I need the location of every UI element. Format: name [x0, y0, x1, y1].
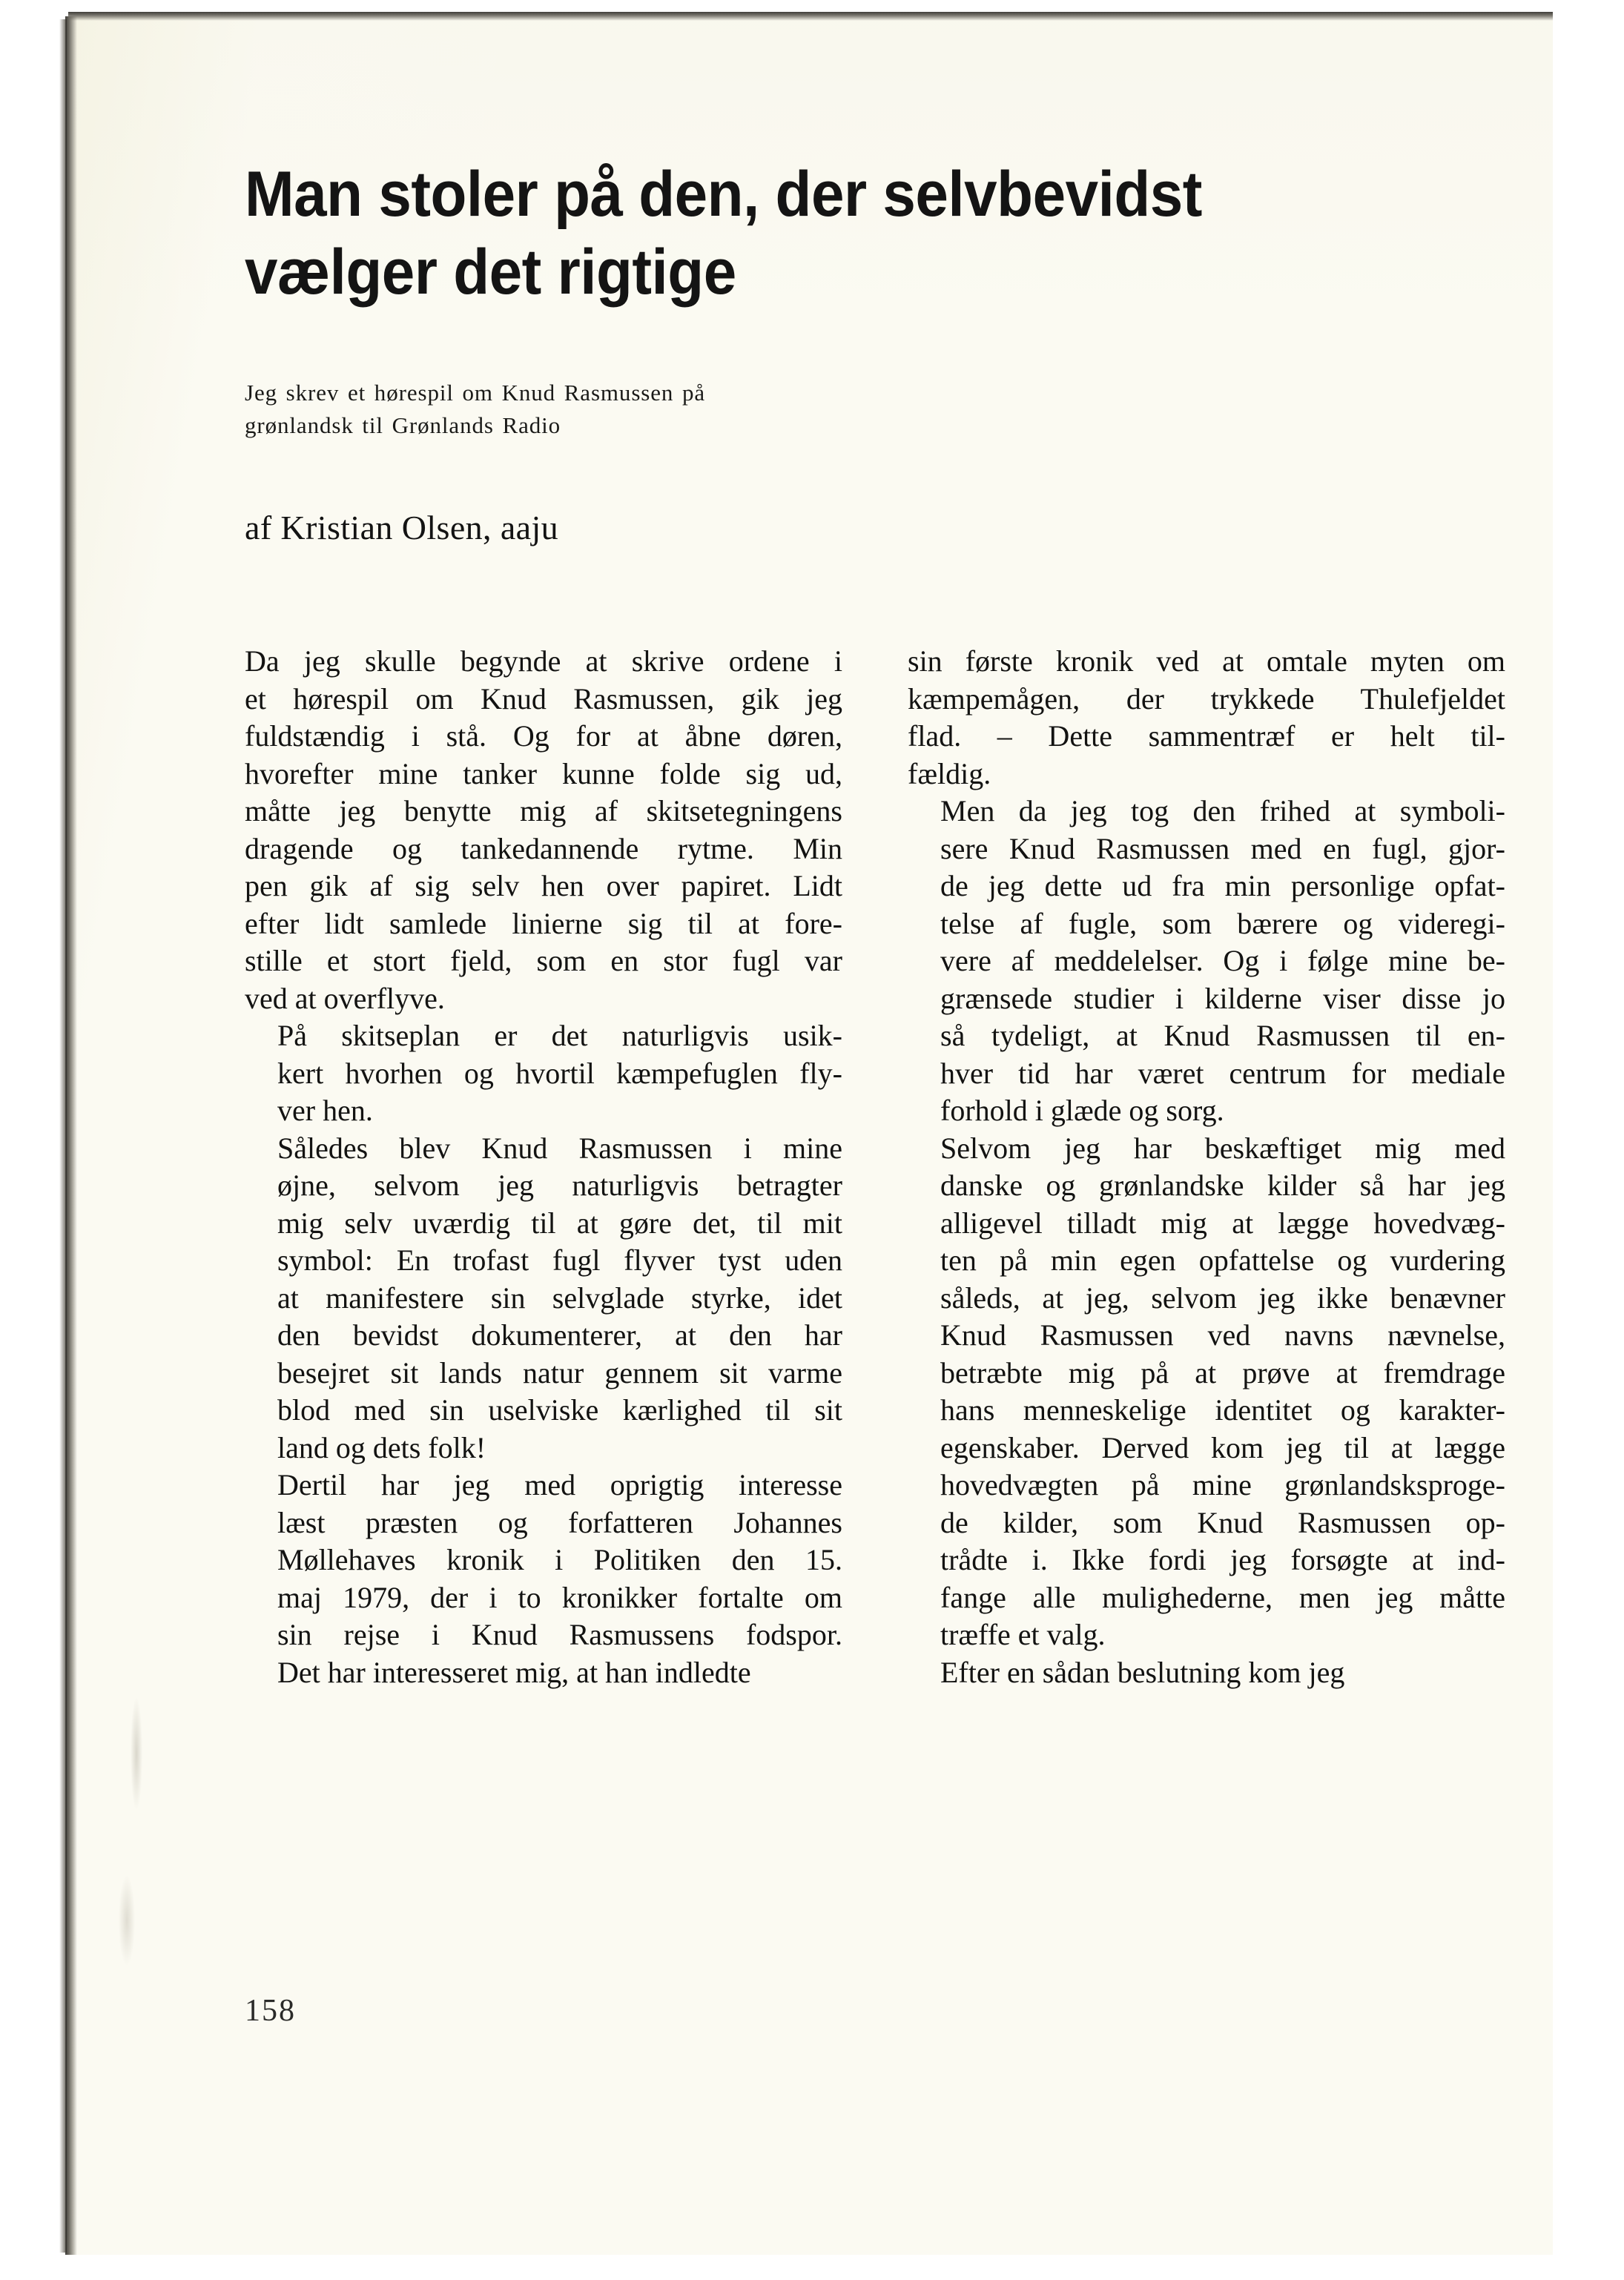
text-line: sin første kronik ved at omtale myten om — [908, 644, 1505, 678]
paragraph — [245, 1467, 842, 1691]
body-columns — [245, 643, 1505, 1691]
paragraph — [245, 1017, 842, 1130]
text-line: efter lidt samlede linierne sig til at fore- — [245, 906, 842, 940]
page-gutter-shadow-inner — [59, 19, 67, 2253]
page-gutter-shadow — [65, 16, 77, 2256]
text-line: så tydeligt, at Knud Rasmussen til en- — [940, 1019, 1505, 1053]
text-line: ver hen. — [277, 1094, 373, 1128]
text-line: mig selv uværdig til at gøre det, til mit — [277, 1206, 842, 1240]
headline-line-1: Man stoler på den, der selvbevidst — [245, 159, 1202, 230]
text-line: alligevel tilladt mig at lægge hovedvæg- — [940, 1206, 1505, 1240]
text-line: På skitseplan er det naturligvis usik- — [277, 1019, 842, 1053]
paragraph — [908, 793, 1505, 1130]
column-left — [245, 643, 842, 1691]
text-line: Selvom jeg har beskæftiget mig med — [940, 1131, 1505, 1165]
text-line: fældig. — [908, 756, 991, 790]
text-line: sin rejse i Knud Rasmussens fodspor. — [277, 1618, 842, 1652]
text-line: Således blev Knud Rasmussen i mine — [277, 1131, 842, 1165]
text-line: Det har interesseret mig, at han indledte — [277, 1655, 751, 1689]
text-line: kæmpemågen, der trykkede Thulefjeldet — [908, 681, 1505, 716]
text-line: de kilder, som Knud Rasmussen op- — [940, 1505, 1505, 1539]
column-right — [908, 643, 1505, 1691]
text-line: grænsede studier i kilderne viser disse jo — [940, 981, 1505, 1015]
text-line: ten på min egen opfattelse og vurdering — [940, 1243, 1505, 1278]
text-line: betræbte mig på at prøve at fremdrage — [940, 1355, 1505, 1390]
text-line: forhold i glæde og sorg. — [940, 1094, 1224, 1128]
text-line: pen gik af sig selv hen over papiret. Lidt — [245, 869, 842, 903]
text-line: Knud Rasmussen ved navns nævnelse, — [940, 1318, 1505, 1352]
text-line: såleds, at jeg, selvom jeg ikke benævner — [940, 1281, 1505, 1315]
text-line: et hørespil om Knud Rasmussen, gik jeg — [245, 681, 842, 716]
text-line: Efter en sådan beslutning kom jeg — [940, 1655, 1345, 1689]
page-top-shadow — [68, 12, 1556, 21]
paper-smudge — [119, 1876, 135, 1965]
page-content — [245, 156, 1505, 1691]
text-line: symbol: En trofast fugl flyver tyst uden — [277, 1243, 842, 1278]
text-line: maj 1979, der i to kronikker fortalte om — [277, 1580, 842, 1614]
text-line: land og dets folk! — [277, 1430, 486, 1464]
text-line: flad. – Dette sammentræf er helt til- — [908, 719, 1505, 753]
text-line: blod med sin uselviske kærlighed til sit — [277, 1393, 842, 1427]
text-line: egenskaber. Derved kom jeg til at lægge — [940, 1430, 1505, 1464]
byline: af Kristian Olsen, aaju — [245, 508, 559, 546]
paper-smudge — [131, 1698, 142, 1809]
headline-line-2: vælger det rigtige — [245, 236, 736, 308]
text-line: læst præsten og forfatteren Johannes — [277, 1505, 842, 1539]
text-line: fange alle mulighederne, men jeg måtte — [940, 1580, 1505, 1614]
text-line: hans menneskelige identitet og karakter- — [940, 1393, 1505, 1427]
paragraph — [908, 1654, 1505, 1692]
text-line: sere Knud Rasmussen med en fugl, gjor- — [940, 831, 1505, 865]
text-line: hovedvægten på mine grønlandsksproge- — [940, 1468, 1505, 1502]
paragraph — [245, 643, 842, 1017]
text-line: Men da jeg tog den frihed at symboli- — [940, 794, 1505, 828]
text-line: den bevidst dokumenterer, at den har — [277, 1318, 842, 1352]
text-line: stille et stort fjeld, som en stor fugl var — [245, 944, 842, 978]
scan-right-margin — [1553, 0, 1624, 2280]
text-line: dragende og tankedannende rytme. Min — [245, 831, 842, 865]
text-line: telse af fugle, som bærere og videregi- — [940, 906, 1505, 940]
scan-bottom-margin — [0, 2255, 1624, 2280]
standfirst — [245, 377, 845, 442]
paragraph — [908, 1130, 1505, 1654]
text-line: vere af meddelelser. Og i følge mine be- — [940, 944, 1505, 978]
text-line: trådte i. Ikke fordi jeg forsøgte at ind- — [940, 1543, 1505, 1577]
text-line: måtte jeg benytte mig af skitsetegningens — [245, 794, 842, 828]
text-line: at manifestere sin selvglade styrke, idet — [277, 1281, 842, 1315]
text-line: kert hvorhen og hvortil kæmpefuglen fly- — [277, 1056, 842, 1090]
text-line: Dertil har jeg med oprigtig interesse — [277, 1468, 842, 1502]
text-line: besejret sit lands natur gennem sit varme — [277, 1355, 842, 1390]
text-line: de jeg dette ud fra min personlige opfat- — [940, 869, 1505, 903]
text-line: hver tid har været centrum for mediale — [940, 1056, 1505, 1090]
text-line: Møllehaves kronik i Politiken den 15. — [277, 1543, 842, 1577]
text-line: hvorefter mine tanker kunne folde sig ud, — [245, 756, 842, 790]
standfirst-line-1: Jeg skrev et hørespil om Knud Rasmussen på — [245, 379, 706, 406]
text-line: fuldstændig i stå. Og for at åbne døren, — [245, 719, 842, 753]
page-title — [245, 156, 1390, 311]
paragraph — [245, 1130, 842, 1467]
text-line: danske og grønlandske kilder så har jeg — [940, 1169, 1505, 1203]
text-line: Da jeg skulle begynde at skrive ordene i — [245, 644, 842, 678]
text-line: øjne, selvom jeg naturligvis betragter — [277, 1169, 842, 1203]
standfirst-line-2: grønlandsk til Grønlands Radio — [245, 412, 561, 438]
text-line: ved at overflyve. — [245, 981, 445, 1015]
page-number: 158 — [245, 1994, 296, 2028]
text-line: træffe et valg. — [940, 1618, 1106, 1652]
paragraph — [908, 643, 1505, 793]
